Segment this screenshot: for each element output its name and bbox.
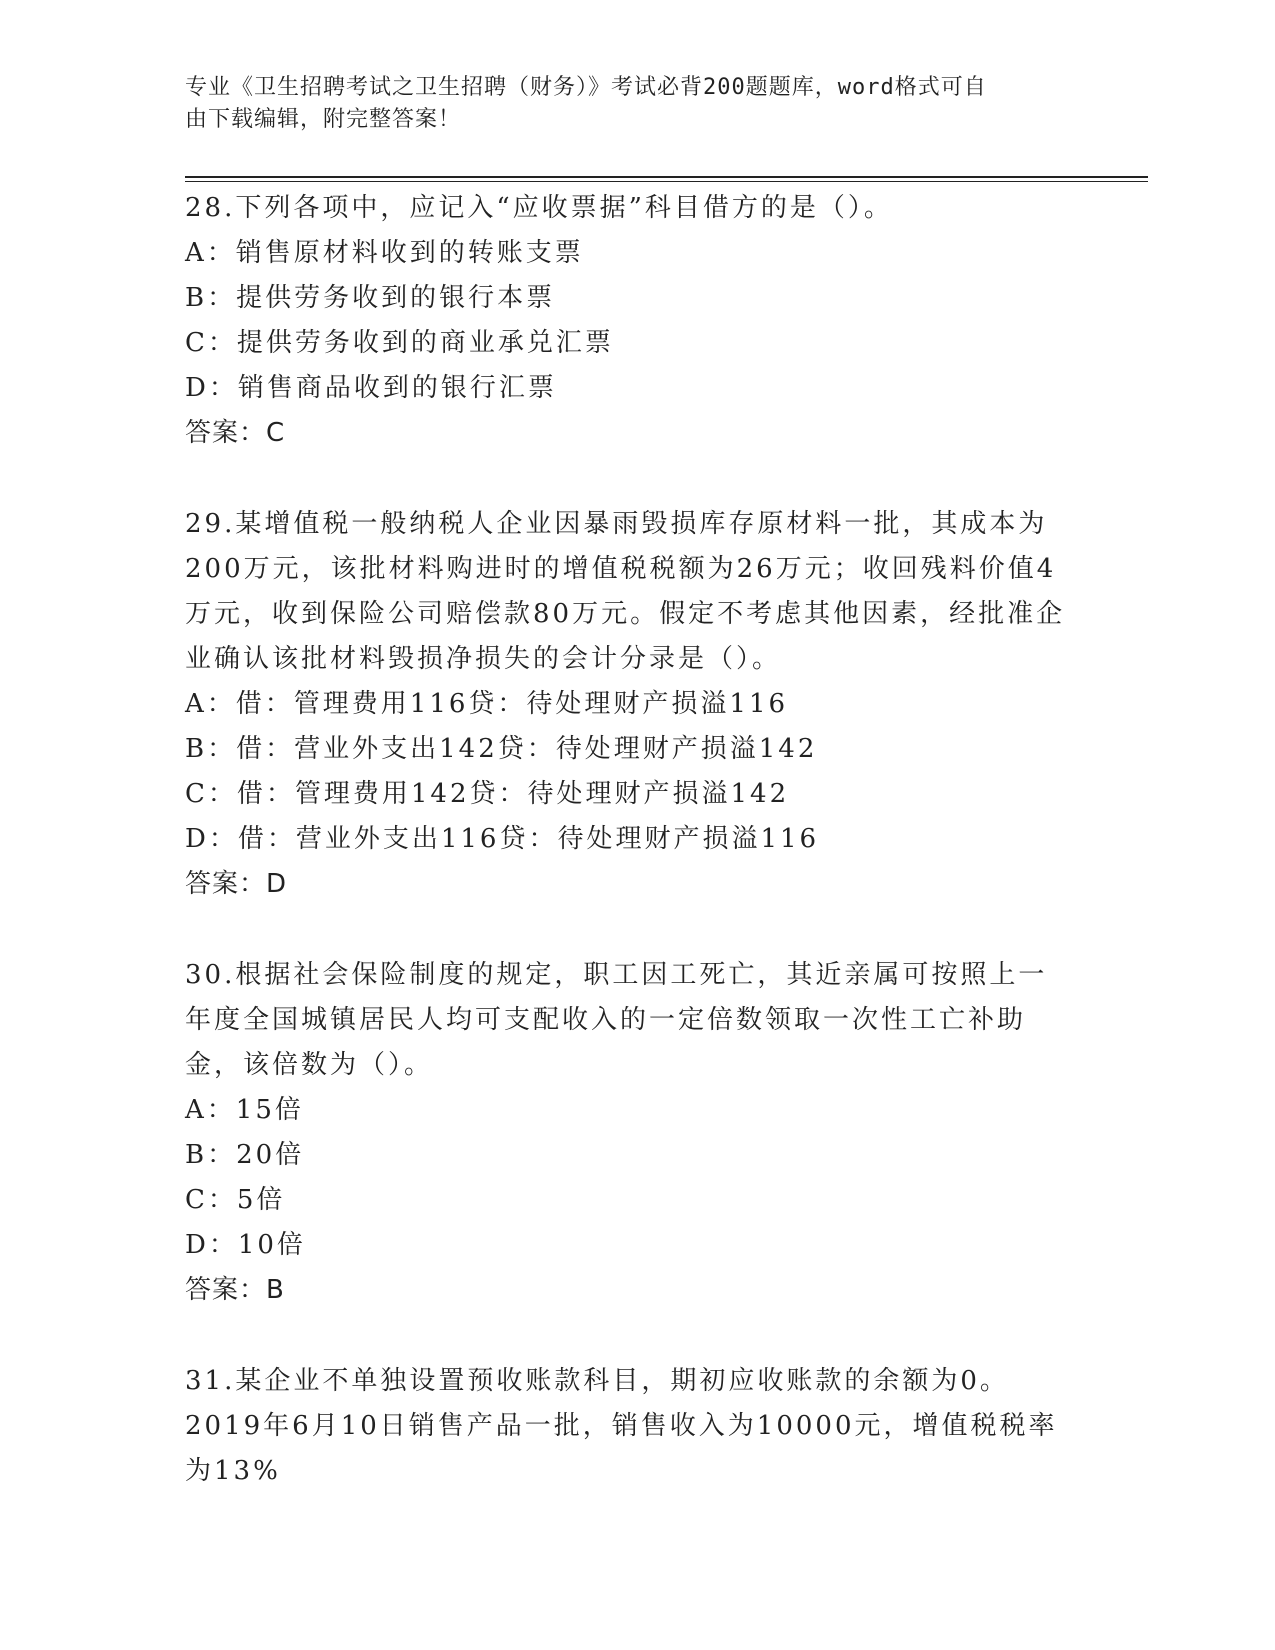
question-29 (185, 502, 1075, 907)
answer: 答案：D (185, 869, 288, 899)
document-header (185, 72, 1065, 136)
answer: 答案：B (185, 1275, 285, 1305)
question-28 (185, 186, 1075, 456)
option-b: B：借：营业外支出142贷：待处理财产损溢142 (185, 734, 818, 764)
option-c: C：5倍 (185, 1185, 286, 1215)
header-divider (185, 176, 1148, 178)
header-divider-thin (185, 181, 1148, 182)
option-d: D：销售商品收到的银行汇票 (185, 373, 557, 403)
option-c: C：提供劳务收到的商业承兑汇票 (185, 328, 614, 358)
option-a: A：销售原材料收到的转账支票 (185, 238, 584, 268)
question-list (185, 186, 1075, 1540)
option-b: B：提供劳务收到的银行本票 (185, 283, 556, 313)
option-b: B：20倍 (185, 1140, 305, 1170)
answer: 答案：C (185, 418, 286, 448)
question-31 (185, 1359, 1075, 1494)
option-d: D：10倍 (185, 1230, 306, 1260)
question-stem: 28.下列各项中，应记入“应收票据”科目借方的是（）。 (185, 193, 893, 223)
option-a: A：15倍 (185, 1095, 304, 1125)
question-stem: 31.某企业不单独设置预收账款科目，期初应收账款的余额为0。2019年6月10日销售产品一批，销售收入为10000元，增值税税率为13% (185, 1366, 1058, 1486)
question-30 (185, 953, 1075, 1313)
header-line-2: 由下载编辑，附完整答案！ (185, 107, 462, 132)
option-a: A：借：管理费用116贷：待处理财产损溢116 (185, 689, 789, 719)
question-stem: 29.某增值税一般纳税人企业因暴雨毁损库存原材料一批，其成本为200万元，该批材料购进时的增值税税额为26万元；收回残料价值4万元，收到保险公司赔偿款80万元。假定不考虑其他因素，经批准企业确认该批材料毁损净损失的会计分录是（）。 (185, 509, 1066, 674)
option-c: C：借：管理费用142贷：待处理财产损溢142 (185, 779, 790, 809)
question-stem: 30.根据社会保险制度的规定，职工因工死亡，其近亲属可按照上一年度全国城镇居民人均可支配收入的一定倍数领取一次性工亡补助金，该倍数为（）。 (185, 960, 1048, 1080)
option-d: D：借：营业外支出116贷：待处理财产损溢116 (185, 824, 820, 854)
header-line-1: 专业《卫生招聘考试之卫生招聘（财务）》考试必背200题题库，word格式可自 (185, 75, 987, 100)
